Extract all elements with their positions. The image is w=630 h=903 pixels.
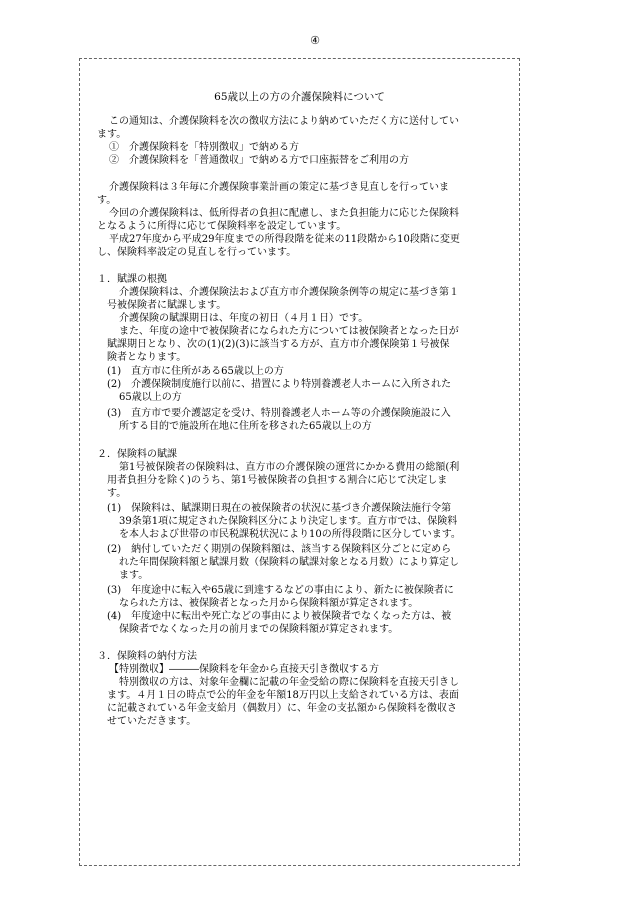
section-3-line: ます。４月１日の時点で公的年金を年額18万円以上支給されている方は、表面	[107, 690, 459, 701]
section-1-heading: １．賦課の根拠	[97, 274, 167, 285]
notice-title: 65歳以上の方の介護保険料について	[214, 91, 385, 103]
section-1-line: 賦課期日となり、次の(1)(2)(3)に該当する方が、直方市介護保険第１号被保	[107, 339, 450, 350]
section-2-line: す。	[107, 488, 127, 499]
section-1-line: 介護保険の賦課期日は、年度の初日（４月１日）です。	[119, 313, 369, 324]
section-3-line: に記載されている年金支給月（偶数月）に、年金の支払額から保険料を徴収さ	[107, 703, 457, 714]
section-1-item-3-cont: 所する目的で施設所在地に住所を移された65歳以上の方	[119, 421, 372, 432]
intro-item-1: ① 介護保険料を「特別徴収」で納める方	[109, 142, 299, 153]
section-2-item-4: (4) 年度途中に転出や死亡などの事由により被保険者でなくなった方は、被	[107, 611, 452, 622]
section-3-line: せていただきます。	[107, 716, 197, 727]
overview-line: となるように所得に応じて保険料率を設定しています。	[97, 221, 347, 232]
section-2-line: 第1号被保険者の保険料は、直方市の介護保険の運営にかかる費用の総額(利	[119, 462, 460, 473]
overview-line: し、保険料率設定の見直しを行っています。	[97, 247, 297, 258]
section-2-item-4-cont: 保険者でなくなった月の前月までの保険料額が算定されます。	[119, 624, 399, 635]
section-3-heading: ３．保険料の納付方法	[97, 651, 197, 662]
section-2-item-2-cont: ます。	[119, 570, 149, 581]
section-2-item-1: (1) 保険料は、賦課期日現在の被保険者の状況に基づき介護保険法施行令第	[107, 503, 452, 514]
section-1-item-3: (3) 直方市で要介護認定を受け、特別養護老人ホーム等の介護保険施設に入	[107, 408, 451, 419]
section-2-heading: ２．保険料の賦課	[97, 449, 177, 460]
section-2-item-2-cont: れた年間保険料額と賦課月数（保険料の賦課対象となる月数）により算定し	[119, 557, 459, 568]
section-2-item-2: (2) 納付していただく期別の保険料額は、該当する保険料区分ごとに定めら	[107, 544, 452, 555]
section-2-item-3: (3) 年度途中に転入や65歳に到達するなどの事由により、新たに被保険者に	[107, 585, 454, 596]
section-2-line: 用者負担分を除く)のうち、第1号被保険者の負担する割合に応じて決定しま	[107, 475, 448, 486]
intro-item-2: ② 介護保険料を「普通徴収」で納める方で口座振替をご利用の方	[109, 155, 409, 166]
overview-line: 平成27年度から平成29年度までの所得段階を従来の11段階から10段階に変更	[109, 234, 460, 245]
section-1-item-2: (2) 介護保険制度施行以前に、措置により特別養護老人ホームに入所された	[107, 379, 452, 390]
section-1-item-2-cont: 65歳以上の方	[119, 392, 182, 403]
section-2-item-3-cont: なられた方は、被保険者となった月から保険料額が算定されます。	[119, 598, 419, 609]
section-1-line: また、年度の途中で被保険者になられた方については被保険者となった日が	[119, 326, 459, 337]
section-1-line: 介護保険料は、介護保険法および直方市介護保険条例等の規定に基づき第１	[119, 287, 459, 298]
section-1-line: 号被保険者に賦課します。	[107, 300, 227, 311]
section-1-line: 険者となります。	[107, 352, 187, 363]
page-number: ④	[310, 34, 320, 47]
intro-line: この通知は、介護保険料を次の徴収方法により納めていただく方に送付してい	[109, 116, 459, 127]
section-2-item-1-cont: 39条第1項に規定された保険料区分により決定します。直方市では、保険料	[119, 516, 458, 527]
overview-line: 介護保険料は３年毎に介護保険事業計画の策定に基づき見直しを行っていま	[109, 182, 449, 193]
section-3-line: 特別徴収の方は、対象年金欄に記載の年金受給の際に保険料を直接天引きし	[119, 677, 459, 688]
section-3-subheading: 【特別徴収】―――保険料を年金から直接天引き徴収する方	[109, 664, 379, 675]
intro-line: ます。	[97, 129, 127, 140]
overview-line: 今回の介護保険料は、低所得者の負担に配慮し、また負担能力に応じた保険料	[109, 208, 459, 219]
section-1-item-1: (1) 直方市に住所がある65歳以上の方	[107, 366, 284, 377]
overview-line: す。	[97, 195, 117, 206]
section-2-item-1-cont: を本人および世帯の市民税課税状況により10の所得段階に区分しています。	[119, 529, 461, 540]
